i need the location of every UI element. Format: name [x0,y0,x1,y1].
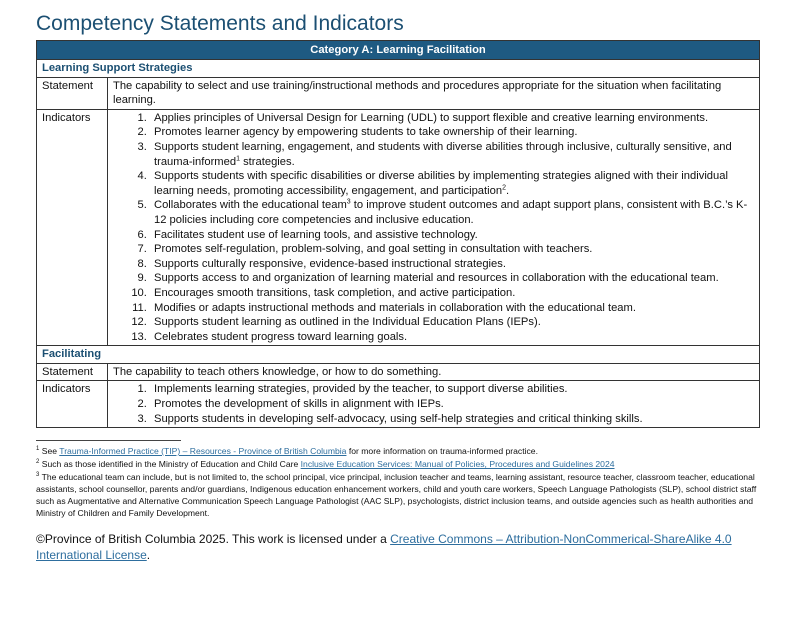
footnote [36,458,760,470]
indicators-row [37,381,760,428]
indicator-item [150,140,754,169]
statement-row [37,363,760,381]
statement-text: The capability to select and use training/instructional methods and procedures appropriate for the situation when facilitating learning. [108,77,760,109]
footnote [36,445,760,457]
indicator-text: Implements learning strategies, provided by the teacher, to support diverse abilities. [154,383,568,396]
category-header: Category A: Learning Facilitation [37,41,760,60]
inclusive-education-manual-link[interactable]: Inclusive Education Services: Manual of Policies, Procedures and Guidelines 2024 [300,459,615,470]
footnote-text: The educational team can include, but is not limited to, the school principal, vice principal, inclusion teacher and teams, learning assistant, resource teacher, classroom teacher, educational assistants, school counsellor, parents and/or guardians, Indigenous education enhancement workers, child and youth care workers, Speech Language Pathologists (SLP), school district staff such as Augmentative and Alternative Communication Speech Language Pathologist (AAC SLP), psychologists, district inclusion teams, and outside agencies such as health authorities and Ministry of Children and Family Development. [36,472,757,519]
indicator-text: Supports culturally responsive, evidence-based instructional strategies. [154,257,506,270]
footnote [36,471,760,519]
indicator-item [150,301,754,316]
statement-label: Statement [37,363,108,381]
footnotes [36,445,760,519]
indicator-item [150,125,754,140]
indicator-item [150,397,754,412]
footnote-text: for more information on trauma-informed practice. [346,446,538,457]
indicators-cell [108,381,760,428]
footnote-number: 1 [36,446,40,453]
indicator-text-after: strategies. [239,155,295,168]
indicator-text: Applies principles of Universal Design for Learning (UDL) to support flexible and creative learning environments. [154,111,709,124]
indicator-text: Supports student learning as outlined in the Individual Education Plans (IEPs). [154,316,541,329]
copyright-text-end: . [146,548,151,563]
section-row [37,60,760,78]
footnote-text: See [41,446,60,457]
page-title: Competency Statements and Indicators [36,12,404,35]
indicator-text: Facilitates student use of learning tools, and assistive technology. [154,228,478,241]
indicator-item [150,315,754,330]
indicator-text: Modifies or adapts instructional methods and materials in collaboration with the educational team. [154,301,636,314]
indicator-item [150,169,754,198]
indicators-cell [108,109,760,346]
indicator-list [113,111,754,345]
indicators-label: Indicators [37,109,108,346]
footnote-ref: 3 [346,198,351,206]
footnote-number: 2 [36,459,40,466]
indicator-text: Supports student learning, engagement, and students with diverse abilities through inclusive, culturally sensitive, and trauma-informed [154,140,732,168]
category-header-row [37,41,760,60]
competency-table [36,40,760,428]
section-title: Facilitating [37,346,760,364]
footnote-ref: 1 [236,154,240,162]
copyright-text: ©Province of British Columbia 2025. This work is licensed under a [36,532,391,547]
creative-commons-license-link[interactable]: Creative Commons – Attribution-NonCommerical-ShareAlike 4.0 International License [36,532,732,563]
indicator-item [150,330,754,345]
statement-text: The capability to teach others knowledge, or how to do something. [108,363,760,381]
indicator-item [150,271,754,286]
indicator-text-after: . [505,184,510,197]
indicators-row [37,109,760,346]
indicator-text: Supports students in developing self-advocacy, using self-help strategies and critical thinking skills. [154,412,643,425]
indicator-text: Supports access to and organization of learning material and resources in collaboration with the educational team. [154,272,719,285]
statement-label: Statement [37,77,108,109]
indicator-item [150,111,754,126]
section-title: Learning Support Strategies [37,60,760,78]
indicator-item [150,198,754,227]
indicator-text: Encourages smooth transitions, task completion, and active participation. [154,286,516,299]
indicator-item [150,228,754,243]
indicator-text: Collaborates with the educational team [154,199,347,212]
indicator-list [113,382,754,426]
indicator-text: Promotes self-regulation, problem-solving, and goal setting in consultation with teachers. [154,243,593,256]
indicator-text: Promotes learner agency by empowering students to take ownership of their learning. [154,126,578,139]
statement-row [37,77,760,109]
indicator-text: Supports students with specific disabilities or diverse abilities by implementing strategies aligned with their individual learning needs, promoting accessibility, engagement, and participation [154,170,728,197]
indicator-item [150,382,754,397]
indicator-text: Celebrates student progress toward learning goals. [154,330,408,343]
indicator-item [150,257,754,272]
indicator-item [150,242,754,257]
indicator-item [150,412,754,427]
footnote-ref: 2 [502,184,506,192]
document-page [36,10,760,563]
footnote-text: Such as those identified in the Ministry of Education and Child Care [41,459,301,470]
indicator-text-after: to improve student outcomes and adapt support plans, consistent with B.C.’s K-12 policies including core competencies and inclusive education. [154,199,748,226]
trauma-informed-practice-link[interactable]: Trauma-Informed Practice (TIP) – Resources - Province of British Columbia [59,446,347,457]
copyright-notice [36,531,760,563]
indicator-item [150,286,754,301]
footnote-number: 3 [36,472,40,479]
indicators-label: Indicators [37,381,108,428]
indicator-text: Promotes the development of skills in alignment with IEPs. [154,398,444,411]
section-row [37,346,760,364]
